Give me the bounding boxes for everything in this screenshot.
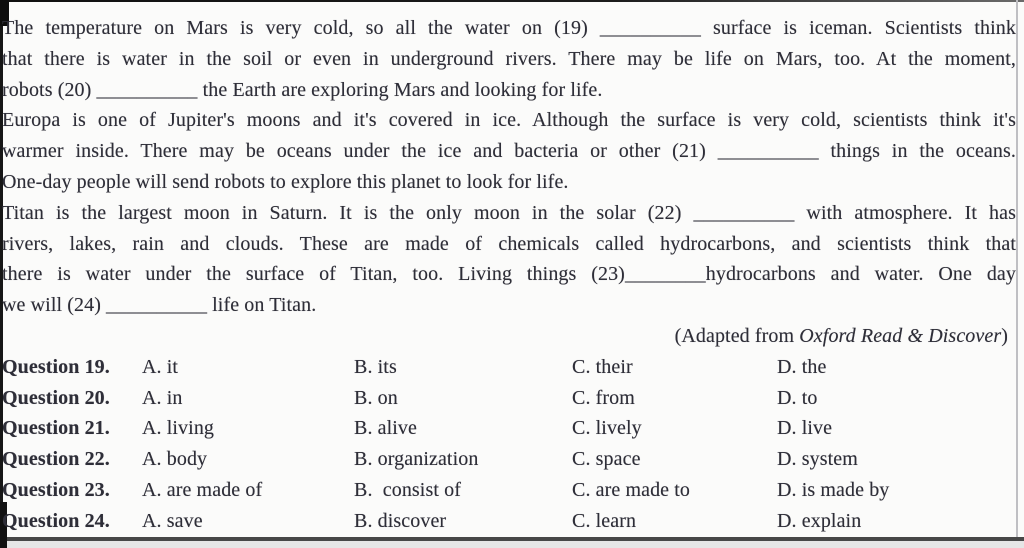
passage-line: Europa is one of Jupiter's moons and it's covered in ice. Although the surface is very cold, scientists think it's (2, 109, 1016, 132)
question-row (2, 352, 1016, 383)
option-b: B. discover (354, 509, 447, 532)
option-a: A. it (142, 355, 179, 378)
option-c: C. learn (572, 509, 637, 532)
question-cell-a (2, 444, 354, 475)
option-a: A. are made of (142, 478, 263, 501)
question-row (2, 444, 1016, 475)
question-label: Question 23. (2, 478, 110, 501)
passage-line: rivers, lakes, rain and clouds. These are made of chemicals called hydrocarbons, and scientists think that (2, 232, 1016, 255)
page-top-edge (0, 0, 1024, 2)
option-c: C. their (572, 355, 633, 378)
passage-line: robots (20) __________ the Earth are exploring Mars and looking for life. (2, 78, 603, 101)
passage-line: warmer inside. There may be oceans under the ice and bacteria or other (21) __________ things in the oceans. (2, 140, 1016, 163)
question-label: Question 22. (2, 448, 110, 471)
passage-line: The temperature on Mars is very cold, so all the water on (19) __________ surface is iceman. Scientists think (2, 17, 1016, 39)
option-d: D. live (777, 417, 833, 440)
question-row (2, 383, 1016, 414)
option-b: B. on (354, 386, 398, 409)
passage-line: we will (24) __________ life on Titan. (2, 294, 317, 317)
passage-line: Titan is the largest moon in Saturn. It is the only moon in the solar (22) __________ with atmosphere. It has (2, 201, 1016, 224)
option-a: A. save (142, 509, 203, 532)
question-label: Question 19. (2, 355, 110, 378)
option-c: C. space (572, 448, 641, 471)
question-cell-a (2, 352, 354, 383)
option-b: B. organization (354, 448, 479, 471)
passage-and-questions (2, 13, 1016, 537)
option-b: B. its (354, 355, 397, 378)
page-bottom-margin (0, 541, 1024, 548)
question-cell-a (2, 475, 354, 506)
option-a: A. living (142, 417, 215, 440)
question-cell-a (2, 413, 354, 444)
passage-line: that there is water in the soil or even in underground rivers. There may be life on Mars, too. At the moment, (2, 47, 1016, 70)
option-d: D. system (777, 448, 858, 471)
question-row (2, 506, 1016, 537)
option-c: C. lively (572, 417, 642, 440)
option-c: C. from (572, 386, 635, 409)
question-label: Question 20. (2, 386, 110, 409)
option-b: B. consist of (354, 478, 461, 501)
question-cell-a (2, 506, 354, 537)
question-row (2, 475, 1016, 506)
question-label: Question 24. (2, 509, 110, 532)
question-label: Question 21. (2, 417, 110, 440)
attribution-suffix: ) (1001, 324, 1008, 347)
option-a: A. in (142, 386, 183, 409)
option-d: D. the (777, 355, 827, 378)
option-d: D. is made by (777, 478, 890, 501)
passage-line: there is water under the surface of Titan, too. Living things (23)________hydrocarbons and water. One day (2, 263, 1016, 286)
question-row (2, 413, 1016, 444)
option-a: A. body (142, 448, 208, 471)
question-cell-a (2, 383, 354, 414)
passage-line: One-day people will send robots to explore this planet to look for life. (2, 170, 569, 193)
option-c: C. are made to (572, 478, 691, 501)
option-d: D. to (777, 386, 818, 409)
option-b: B. alive (354, 417, 418, 440)
attribution-source: Oxford Read & Discover (799, 324, 1002, 347)
page-right-edge (1016, 0, 1018, 548)
attribution-prefix: (Adapted from (674, 324, 800, 347)
option-d: D. explain (777, 509, 862, 532)
attribution-line (2, 321, 1016, 352)
